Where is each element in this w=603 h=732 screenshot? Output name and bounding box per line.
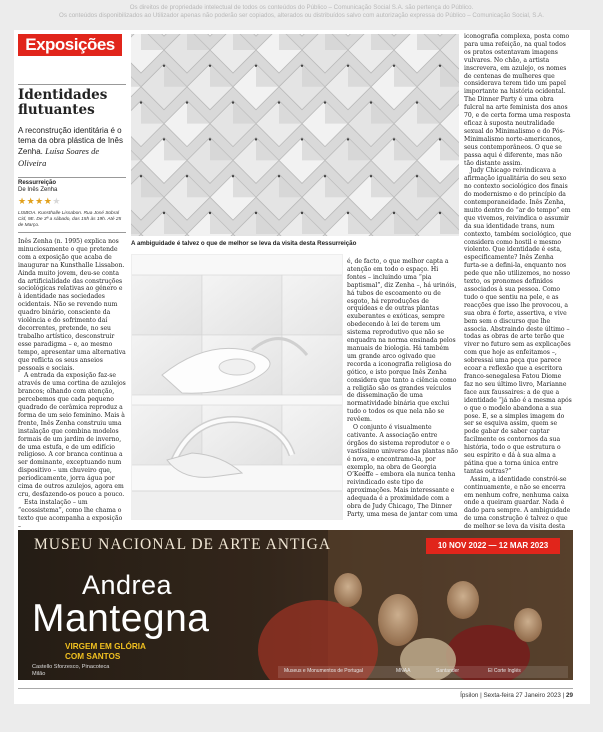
artist-last-name: Mantegna [32,597,210,640]
sponsor-logos [278,666,568,678]
star-filled-icon: ★ [18,197,27,207]
sponsor-logo: MNAA [396,668,411,674]
paragraph: Inês Zenha (n. 1995) explica nos minuciosamente o que pretende com a exposição que acaba de inaugurar na Kunsthalle Lissabon. Ainda muito jovem, deu-se conta da artificialidade das construções sociológicas relativas ao género e à identidade nas sociedades ocidentais. Não se revendo num quadro binário, consciente da violência e do sofrimento daí decorrentes, pretende, no seu trabalho artístico, desconstruir esse paradigma – e, ao mesmo tempo, apresentar uma alternativa que reflicta os seus anseios pessoais e sociais. [18,238,126,372]
artist-first-name: Andrea [82,570,173,600]
rating-stars [18,197,61,207]
paragraph: Assim, a identidade constrói-se continuamente, e não se encerra em nenhum cofre, nenhuma caixa onde a queiram guardar. Nada é dado para sempre. A ambiguidade de uma construção é talvez o que de melhor se leva da visita desta [464,475,571,531]
exhibition-name: Ressurreição [18,180,57,186]
footer-info: Ípsilon | Sexta-feira 27 Janeiro 2023 | 29 [460,692,573,699]
copyright-notice [0,4,603,20]
divider [18,84,126,85]
exhibition-dates: 10 NOV 2022 — 12 MAR 2023 [426,538,560,554]
paragraph: O conjunto é visualmente cativante. A associação entre órgãos do sistema reprodutor e o vastíssimo universo das plantas não é nova, e encontramo-la, por exemplo, na obra de Georgia O’Keeffe – embora ela nunca tenha reivindicado este tipo de aproximações. Mais interessante e adequada é a proximidade com a obra de Judy Chicago, The Dinner Party, uma mesa de jantar com uma [347,424,459,518]
star-filled-icon: ★ [26,197,36,207]
venue-info: LISBOA. Kunsthalle Lissabon. Rua José Sobral Cid, 9E. De 3ª a sábado, das 15h às 19h. Até 25 de Março. [18,211,122,228]
photo-caption: A ambiguidade é talvez o que de melhor se leva da visita desta Ressurreição [131,240,357,247]
copyright-line-2: Os conteúdos disponibilizados ao Utilizador apenas não poderão ser copiados, alterados ou distribuídos salvo com autorização expressa do Público – Comunicação Social, S.A. [59,12,544,19]
sculpture-photo [131,254,343,520]
page-footer [18,688,573,700]
paragraph: Esta instalação – um “ecossistema”, como lhe chama o texto que acompanha a exposição – [18,498,123,530]
article-lede [18,126,126,169]
white-ceramic-sculpture-image [132,255,343,520]
paragraph: Judy Chicago reivindicava a afirmação igualitária do seu sexo no contexto sociológico dos finais do modernismo e do princípio da contemporaneidade. Inês Zenha, muito dentro do “ar do tempo” em que vivemos, reivindica o assumir da sua identidade trans, num contexto, também sociológico, que considera como hostil e mesmo violento. Que identidade é esta, especificamente? Inês Zenha furta-se a defini-la, enquanto nos pede que não utilizemos, no nosso texto, os pronomes definidos associados à sua pessoa. Como tudo o que sentiu na pele, e as reacções que isso lhe provocou, a sua obra é forte, assertiva, e vive bem sem o discurso que lhe associa. Abstraindo deste último – todas as obras de arte terão que viver no futuro sem as explicações com que hoje as enfeitamos –, sobressai uma peça que parece ecoar a reflexão que a escritora franco-senegalesa Fatou Diome faz no seu último livro, Marianne face aux faussaires: a de que a identidade “já não é a mesma após o que o modelo abandona a sua pose. E, se a simples imagem do ser se esquiva assim, quem se pode gabar de saber captar facilmente os contornos da sua história, todo o que estrutura o seu espírito e dá à sua alma a pátina que a torna única entre tantas outras?” [464,167,572,475]
artwork-title [65,642,146,662]
divider [18,232,126,233]
artwork-title-line-2: COM SANTOS [65,652,121,661]
page-number: 29 [565,692,573,699]
article-column-1 [18,238,126,531]
divider [18,177,126,178]
paragraph: iconografia complexa, posta como para uma refeição, na qual todos os pratos ostentavam imagens vulvares. No chão, a artista inscrevera, em azulejo, os nomes de centenas de mulheres que considerava terem tido um papel importante na história ocidental. The Dinner Party é uma obra fulcral na arte feminista dos anos 70, e de certa forma uma resposta eficaz à suposta neutralidade sexual do Minimalismo e do Pós-Minimalismo norte-americanos, seus contemporâneos. O que se passa aqui é diferente, mas não tão distante assim. [464,33,571,167]
star-filled-icon: ★ [35,197,44,207]
artwork-location [32,664,109,677]
paragraph: A entrada da exposição faz-se através de uma cortina de azulejos brancos; olhando com atenção, percebemos que cada pequeno quadrado de cerâmica reproduz a forma de um seio feminino. Mais à frente, Inês Zenha construiu uma instalação que combina modelos formais de um jardim de inverno, de uma estufa, e de um edifício religioso. A cor branca continua a ser dominante, exceptuando num dispositivo – um chuveiro que, periodicamente, jorra água por cima de outros azulejos, agora em cru, desfazendo-os pouco a pouco. [18,372,126,498]
location-line-1: Castello Sforzesco, Pinacoteca [32,664,110,670]
sponsor-logo: Santander [436,668,460,674]
star-empty-icon: ★ [52,197,61,207]
exhibition-advertisement[interactable] [18,530,573,680]
paragraph: é, de facto, o que melhor capta a atenção em todo o espaço. Hi fontes – incluindo uma “pia baptismal”, diz Zenha –, há urinóis, há tubos de escoamento ou de esgoto, há reproduções de orquídeas e de outras plantas exuberantes e exóticas, sempre obedecendo à lei de terem um sistema reprodutivo que não se enquadra na norma ensinada pelos manuais de biologia. Há também um grande arco ogivado que recorda a iconografia religiosa do gótico, e isto porque Inês Zenha considera que tanto a ciência como a religião são os grandes veículos de disseminação de uma normatividade binária que exclui tudo o todos os que nela não se revêem. [347,258,457,424]
sponsor-logo: Museus e Monumentos de Portugal [284,668,363,674]
article-column-2 [347,258,459,519]
installation-photo [131,34,459,236]
ceramic-tile-curtain-image [131,34,459,236]
location-line-2: Milão [32,670,46,677]
exhibition-author: De Inês Zenha [18,187,58,193]
section-title: Exposições [18,34,122,56]
article-column-3 [464,33,572,539]
star-filled-icon: ★ [43,197,53,207]
artwork-title-line-1: VIRGEM EM GLÓRIA [65,642,146,651]
sponsor-logo: El Corte Inglés [488,668,521,674]
lede-text: A reconstrução identitária é o tema da obra plástica de Inês Zenha. [18,126,123,157]
publication-name: Ípsilon [460,692,479,699]
museum-name: MUSEU NACIONAL DE ARTE ANTIGA [34,536,332,553]
article-title: Identidades flutuantes [18,87,108,118]
article-byline: Luísa Soares de Oliveira [18,146,100,168]
issue-date: Sexta-feira 27 Janeiro 2023 [483,692,561,699]
copyright-line-1: Os direitos de propriedade intelectual de todos os conteúdos do Público – Comunicação Social S.A. são pertença do Público. [129,4,474,11]
